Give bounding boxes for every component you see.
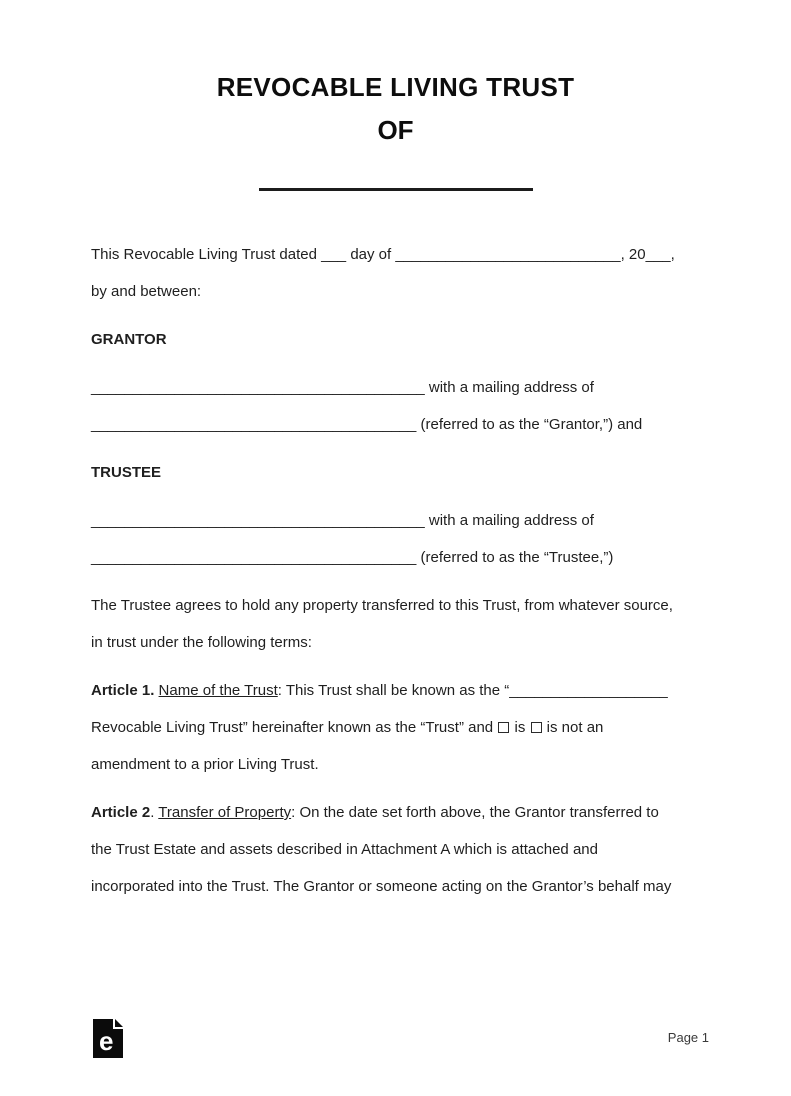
document-title-of: OF: [377, 115, 414, 145]
intro-line-1: This Revocable Living Trust dated ___ day of ___________________________, 20___,: [91, 246, 675, 263]
article-2-line-1: [91, 794, 700, 831]
page-number: Page 1: [667, 1030, 709, 1045]
article-2-text: : On the date set forth above, the Grantor transferred to: [291, 804, 659, 821]
article-2-title: Transfer of Property: [158, 804, 292, 821]
grantor-details: [91, 369, 700, 443]
trustee-section: [91, 454, 700, 491]
is-label: is: [514, 719, 526, 736]
article-1-line-2-text: Revocable Living Trust” hereinafter known as the “Trust” and: [91, 719, 494, 736]
is-checkbox: [498, 722, 509, 733]
article-1-line-2: [91, 709, 700, 746]
article-1-line-3: amendment to a prior Living Trust.: [91, 756, 319, 773]
is-not-checkbox: [531, 722, 542, 733]
article-1-text: : This Trust shall be known as the “: [277, 682, 510, 699]
article-1-title: Name of the Trust: [158, 682, 278, 699]
article-1-blank: ___________________: [509, 682, 668, 699]
grantor-name-line: ________________________________________ with a mailing address of: [91, 379, 594, 396]
grantor-section: [91, 321, 700, 358]
trust-name-blank-line: [259, 188, 533, 191]
document-page: [0, 72, 791, 1096]
trustee-address-line: _______________________________________ (referred to as the “Trustee,”): [91, 549, 614, 566]
article-2-line-3: incorporated into the Trust. The Grantor or someone acting on the Grantor’s behalf may: [91, 878, 672, 895]
article-2-label: Article 2: [91, 804, 151, 821]
article-2-line-2: the Trust Estate and assets described in Attachment A which is attached and: [91, 841, 598, 858]
eforms-logo-icon: [93, 1019, 123, 1058]
grantor-heading: GRANTOR: [91, 331, 167, 348]
article-1-label: Article 1.: [91, 682, 155, 699]
article-2-separator: .: [150, 804, 155, 821]
grantor-address-line: _______________________________________ (referred to as the “Grantor,”) and: [91, 416, 643, 433]
intro-line-2: by and between:: [91, 283, 202, 300]
document-body: [91, 236, 700, 905]
trustee-heading: TRUSTEE: [91, 464, 162, 481]
terms-line-1: The Trustee agrees to hold any property transferred to this Trust, from whatever source,: [91, 597, 673, 614]
is-not-label: is not an: [546, 719, 604, 736]
article-1-line-1: [91, 672, 700, 709]
trustee-details: [91, 502, 700, 576]
document-title: REVOCABLE LIVING TRUST: [216, 72, 575, 102]
terms-line-2: in trust under the following terms:: [91, 634, 312, 651]
article-2: [91, 794, 700, 905]
article-1: [91, 672, 700, 783]
logo-letter: e: [99, 1026, 114, 1056]
trustee-name-line: ________________________________________ with a mailing address of: [91, 512, 594, 529]
intro-paragraph: [91, 236, 700, 310]
terms-paragraph: [91, 587, 700, 661]
